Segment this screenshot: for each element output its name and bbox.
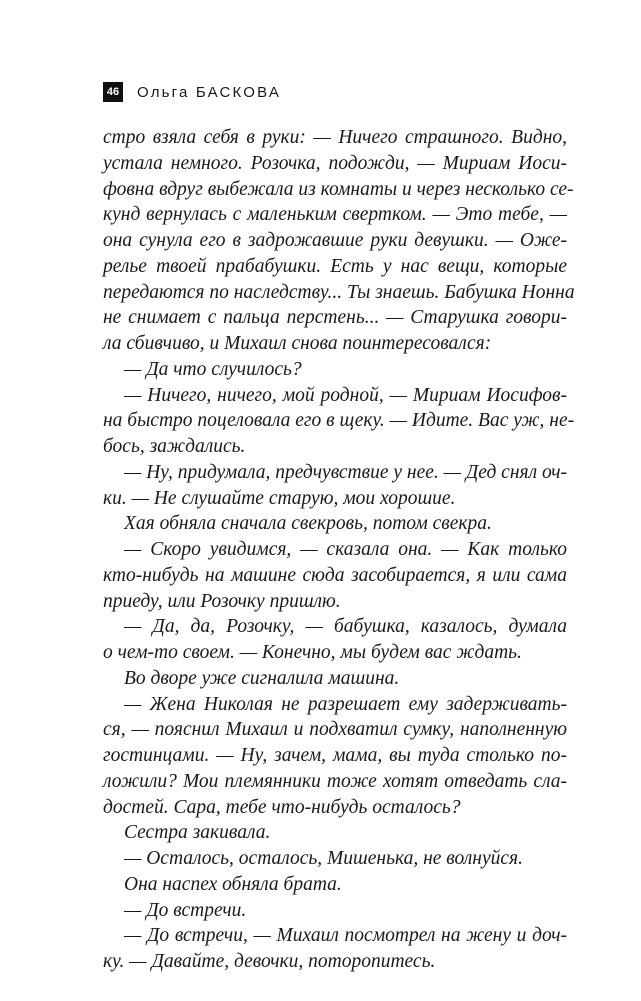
text-line: фовна вдруг выбежала из комнаты и через несколько се- xyxy=(103,178,574,200)
text-line: стро взяла себя в руки: — Ничего страшного. Видно, xyxy=(103,127,567,148)
text-line: — Скоро увидимся, — сказала она. — Как только xyxy=(124,539,567,560)
text-line: ложили? Мои племянники тоже хотят отведать сла- xyxy=(103,770,567,792)
text-line: ла сбивчиво, и Михаил снова поинтересовался: xyxy=(103,333,492,354)
text-line: Сестра закивала. xyxy=(124,822,271,844)
text-line: — Осталось, осталось, Мишенька, не волнуйся. xyxy=(124,848,523,869)
text-line: ся, — пояснил Михаил и подхватил сумку, наполненную xyxy=(103,719,567,741)
text-line: передаются по наследству... Ты знаешь. Бабушка Нонна xyxy=(103,281,575,303)
text-line: — Жена Николая не разрешает ему задерживать- xyxy=(124,693,567,715)
text-line: Она наспех обняла брата. xyxy=(124,873,342,895)
text-line: кунд вернулась с маленьким свертком. — Это тебе, — xyxy=(103,204,567,226)
text-line: о чем-то своем. — Конечно, мы будем вас ждать. xyxy=(103,642,522,663)
text-line: — Ну, придумала, предчувствие у нее. — Дед снял оч- xyxy=(124,461,567,483)
text-line: устала немного. Розочка, подожди, — Мириам Иоси- xyxy=(103,152,567,174)
text-line: Хая обняла сначала свекровь, потом свекра. xyxy=(124,513,492,535)
text-line: Во дворе уже сигналила машина. xyxy=(124,667,400,689)
text-line: — Да, да, Розочку, — бабушка, казалось, думала xyxy=(124,616,567,638)
text-line: бось, заждались. xyxy=(103,436,246,457)
text-line: гостинцами. — Ну, зачем, мама, вы туда столько по- xyxy=(103,745,567,766)
text-line: не снимает с пальца перстень... — Старушка говори- xyxy=(103,307,567,329)
text-line: ки. — Не слушайте старую, мои хорошие. xyxy=(103,487,456,509)
text-line: приеду, или Розочку пришлю. xyxy=(103,590,341,612)
text-line: кто-нибудь на машине сюда засобирается, я или сама xyxy=(103,564,567,586)
page-number: 46 xyxy=(103,82,123,102)
text-line: на быстро поцеловала его в щеку. — Идите. Вас уж, не- xyxy=(103,410,575,432)
text-line: достей. Сара, тебе что-нибудь осталось? xyxy=(103,796,461,818)
text-line: — Да что случилось? xyxy=(124,358,302,380)
body-text xyxy=(103,125,575,975)
text-line: — Ничего, ничего, мой родной, — Мириам Иосифов- xyxy=(124,384,567,406)
text-line: она сунула его в задрожавшие руки девушки. — Оже- xyxy=(103,230,567,251)
text-line: — До встречи. xyxy=(124,899,247,921)
running-head-author: Ольга БАСКОВА xyxy=(137,83,282,101)
text-line: релье твоей прабабушки. Есть у нас вещи, которые xyxy=(103,255,567,277)
text-line: ку. — Давайте, девочки, поторопитесь. xyxy=(103,951,436,972)
text-line: — До встречи, — Михаил посмотрел на жену и доч- xyxy=(124,925,567,947)
running-header xyxy=(103,81,281,103)
